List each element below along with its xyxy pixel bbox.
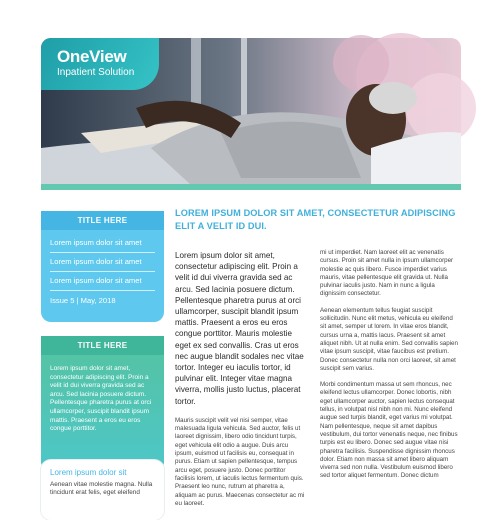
sidebar-link-3[interactable]: Lorem ipsum dolor sit amet (50, 274, 155, 291)
sidebar-box-white (41, 460, 164, 520)
sidebar-link-2[interactable]: Lorem ipsum dolor sit amet (50, 255, 155, 272)
article-column-right (320, 249, 460, 489)
article-column-left (175, 250, 307, 508)
hero-accent-bar (41, 184, 461, 190)
white-box-text: Aenean vitae molestie magna. Nulla tincidunt erat felis, eget eleifend (50, 481, 153, 497)
hero-banner (41, 38, 461, 185)
article-paragraph: Aenean elementum tellus feugiat suscipit sollicitudin. Nunc elit metus, vehicula eu eleifend sit amet, semper ut lorem. In vitae eros blandit, cursus urna a, mattis lacus. Praesent sit amet aliquet nibh. Ut at nulla enim. Sed convallis sapien vitae ipsum suscipit, vitae faucibus est pretium. Donec consectetur nulla non orci laoreet, sit amet suscipit sem varius. (320, 306, 458, 372)
brand-badge (41, 38, 159, 90)
article-body-left: Mauris suscipit velit vel nisi semper, vitae malesuada ligula vehicula. Sed auctor, felis ut laoreet dignissim, libero odio tincidunt turpis, eget vehicula elit odio a augue. Duis arcu ipsum, euismod ut facilisis eu, consequat in purus. Etiam ut sapien pellentesque, tempus arcu eget, posuere justo. Donec porttitor facilisis lorem, ut iaculis lectus fermentum quis. Praesent leo nunc, rutrum at pharetra a, aliquam ac purus. Maecenas consectetur ac mi eu laoreet. (175, 416, 305, 507)
article-lead: Lorem ipsum dolor sit amet, consectetur adipiscing elit. Proin a velit id dui viverra gravida sed ac arcu. Sed lacinia posuere dictum. Pellentesque pharetra purus at orci ullamcorper, suscipit blandit ipsum mattis. Praesent a eros eu eros congue porttitor. Mauris molestie eget ex sed convallis. Cras ut eros nec augue blandit sodales nec vitae tortor. Integer eu iaculis tortor, id pulvinar elit. Integer vitae magna viverra, mollis justo luctus, placerat tortor. (175, 251, 304, 406)
article-paragraph: mi ut imperdiet. Nam laoreet elit ac venenatis cursus. Proin sit amet nulla in ipsum ullamcorper molestie ac quis libero. Fusce imperdiet varius mauris, vitae pellentesque elit gravida ut. Nulla pulvinar iaculis justo. Nam in nunc a ligula dignissim consectetur. (320, 249, 454, 298)
article-headline: LOREM IPSUM DOLOR SIT AMET, CONSECTETUR ADIPISCING ELIT A VELIT ID DUI. (175, 208, 456, 231)
sidebar-link-1[interactable]: Lorem ipsum dolor sit amet (50, 236, 155, 253)
box-paragraph: Lorem ipsum dolor sit amet, consectetur adipiscing elit. Proin a velit id dui viverra gravida sed ac arcu. Sed lacinia posuere dictum. Pellentesque pharetra purus at orci ullamcorper, suscipit blandit ipsum mattis. Praesent a eros eu eros congue porttitor. (50, 365, 152, 433)
box-title: TITLE HERE (41, 211, 164, 230)
issue-info: Issue 5 | May, 2018 (50, 296, 116, 305)
box-title: TITLE HERE (41, 336, 164, 355)
brand-subtitle: Inpatient Solution (57, 67, 135, 78)
white-box-title: Lorem ipsum dolor sit (50, 468, 127, 477)
sidebar-box-links (41, 211, 164, 322)
brand-name: OneView (57, 47, 127, 66)
article-paragraph: Morbi condimentum massa ut sem rhoncus, nec eleifend lectus ullamcorper. Donec lobortis, nibh eget ullamcorper auctor, sapien lectus consequat tellus, in volutpat nisl nibh non mi. Nunc eleifend augue sed turpis blandit, eget varius mi volutpat. Nam pellentesque, neque sit amet dapibus vestibulum, dui tortor venenatis neque, nec finibus turpis est eu libero. Donec sed augue vitae nisi pharetra facilisis. Suspendisse dignissim rhoncus dolor. Etiam non massa sit amet libero aliquam viverra sed non nulla. Vestibulum euismod libero sed tortor aliquet fermentum. Donec dictum (320, 381, 458, 480)
sidebar-box-text (41, 336, 164, 472)
